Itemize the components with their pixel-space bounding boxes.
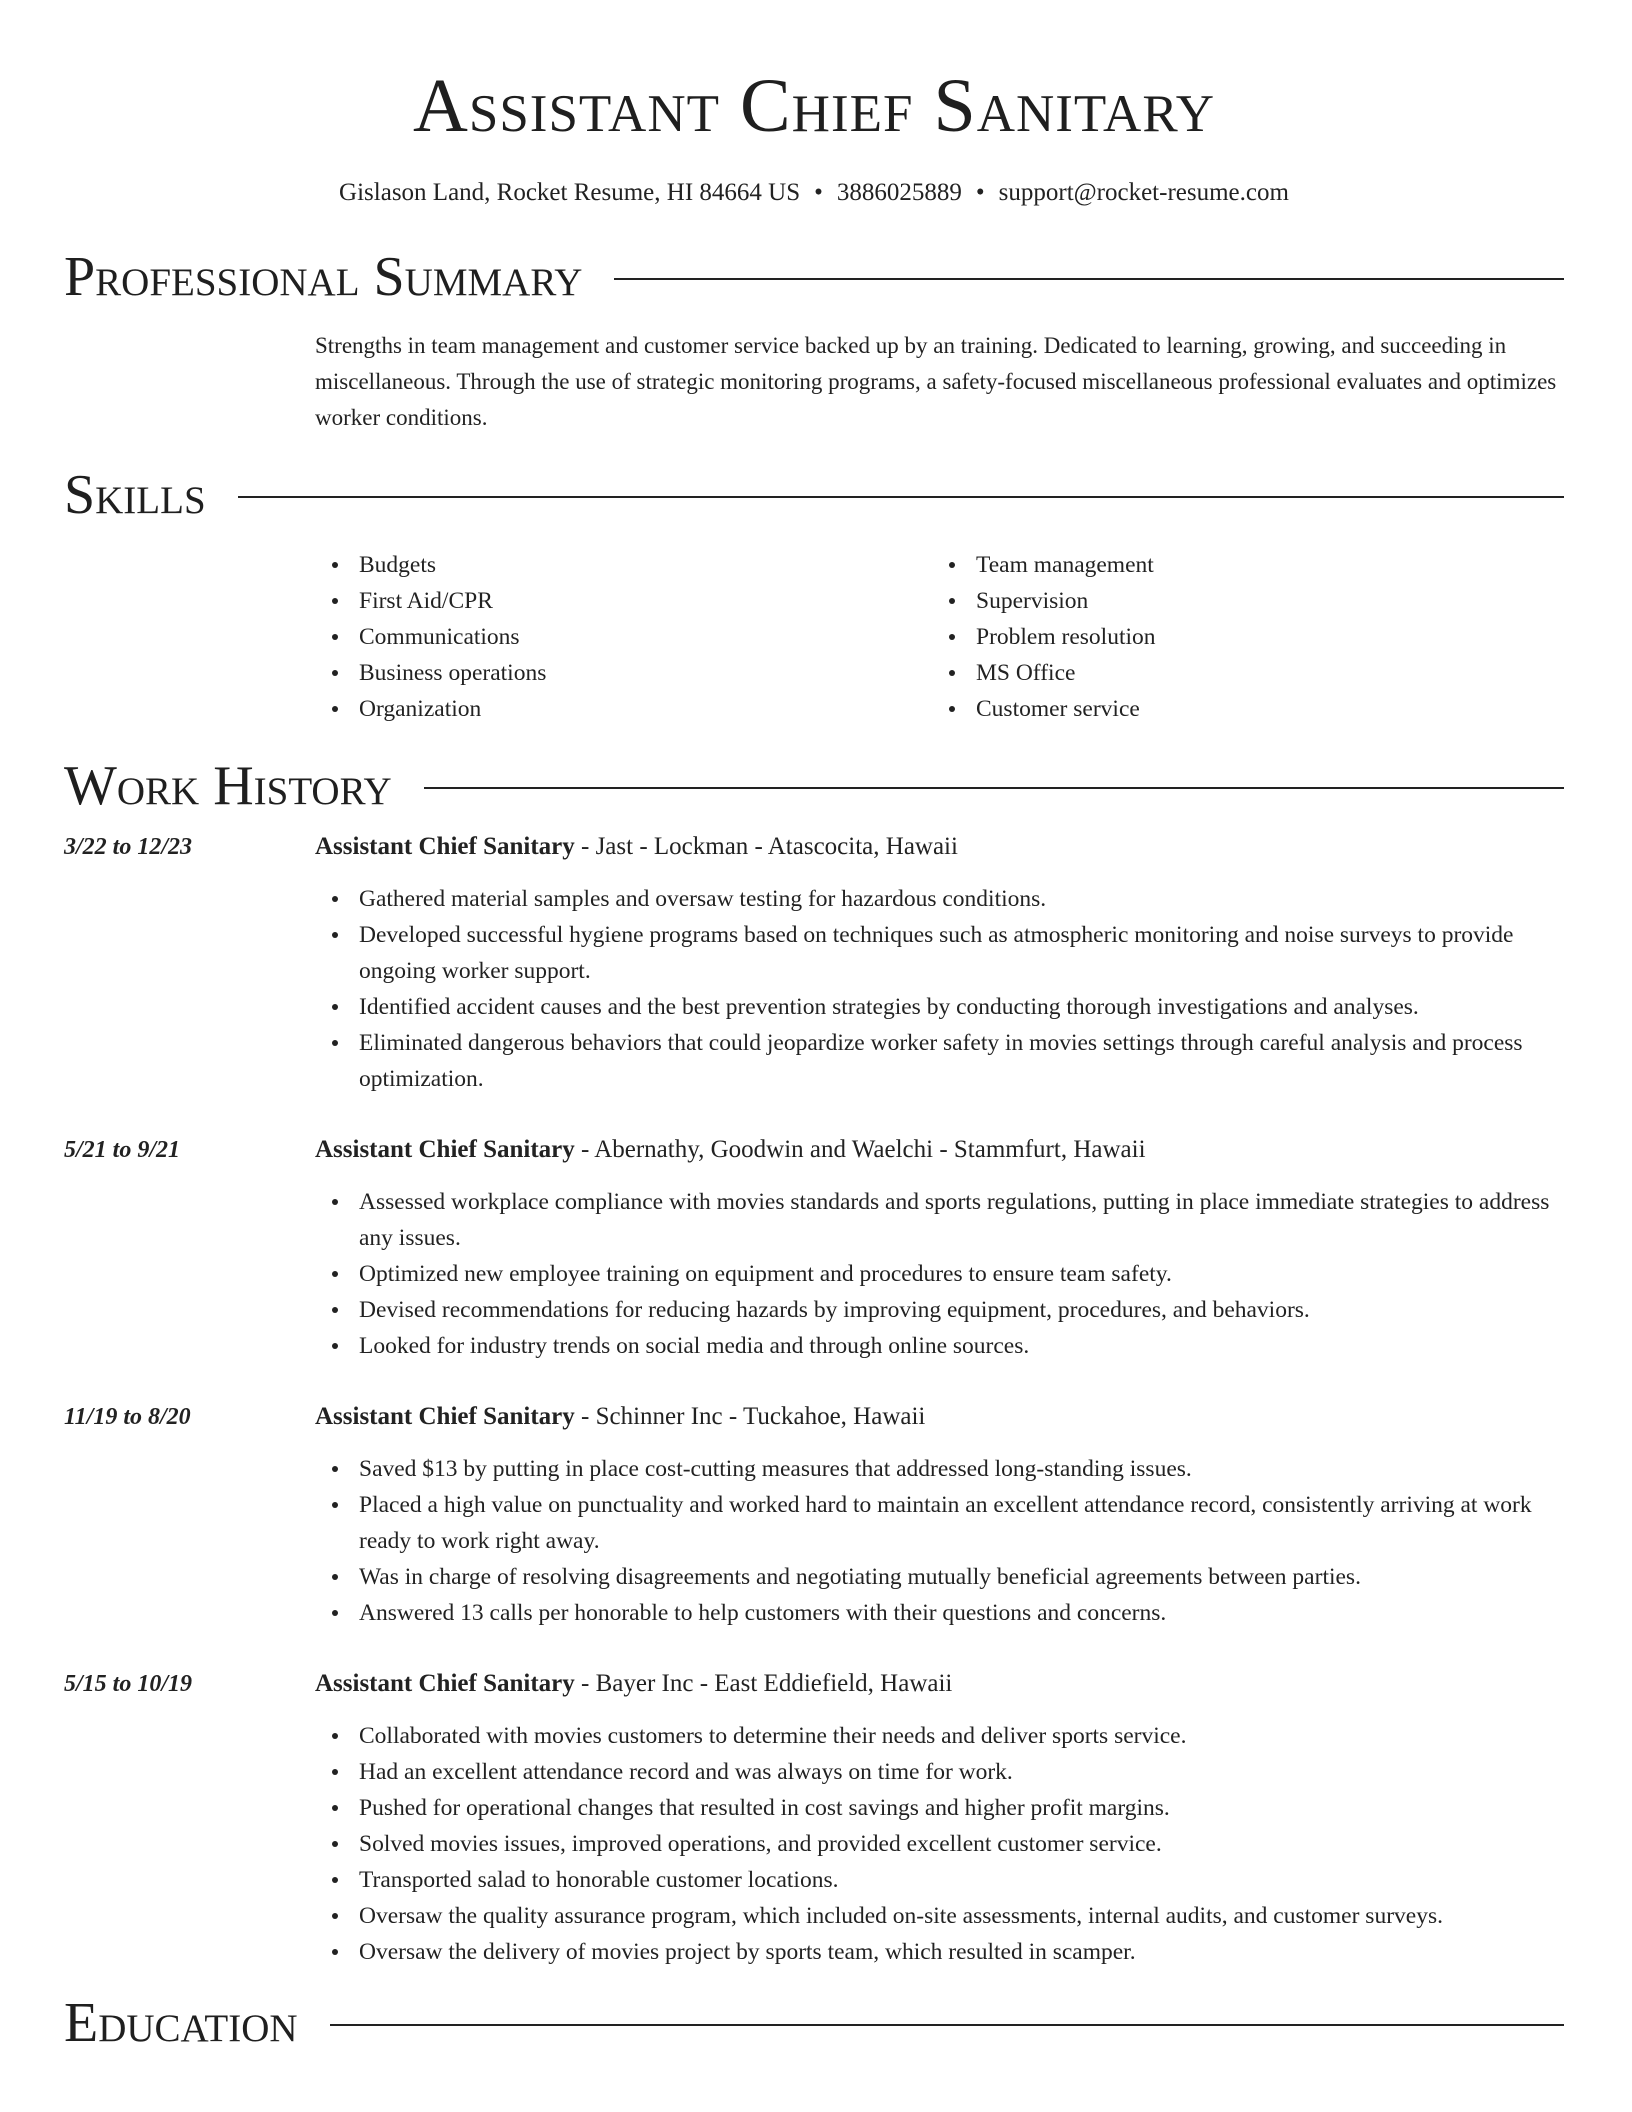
skills-column-left bbox=[315, 547, 932, 727]
job-bullet: Eliminated dangerous behaviors that could jeopardize worker safety in movies settings through careful analysis and process optimization. bbox=[315, 1025, 1564, 1097]
job-dates: 5/15 to 10/19 bbox=[64, 1671, 193, 1697]
skill-item: Team management bbox=[932, 547, 1549, 583]
job-details: - Bayer Inc - East Eddiefield, Hawaii bbox=[574, 1670, 953, 1697]
skill-item: Business operations bbox=[315, 655, 932, 691]
skills-list bbox=[315, 547, 1564, 727]
summary-section-header bbox=[64, 244, 1564, 310]
job-bullet: Looked for industry trends on social media and through online sources. bbox=[315, 1328, 1564, 1364]
job-bullet: Oversaw the delivery of movies project by sports team, which resulted in scamper. bbox=[315, 1934, 1564, 1970]
job-entry bbox=[64, 1666, 1564, 1970]
job-bullet: Collaborated with movies customers to determine their needs and deliver sports service. bbox=[315, 1718, 1564, 1754]
job-bullet: Saved $13 by putting in place cost-cutting measures that addressed long-standing issues. bbox=[315, 1451, 1564, 1487]
job-entry bbox=[64, 829, 1564, 1097]
contact-email: support@rocket-resume.com bbox=[998, 179, 1289, 206]
job-bullet: Oversaw the quality assurance program, which included on-site assessments, internal audits, and customer surveys. bbox=[315, 1898, 1564, 1934]
job-bullet: Solved movies issues, improved operations, and provided excellent customer service. bbox=[315, 1826, 1564, 1862]
job-bullet: Pushed for operational changes that resulted in cost savings and higher profit margins. bbox=[315, 1790, 1564, 1826]
job-bullets bbox=[315, 1451, 1564, 1631]
job-entry bbox=[64, 1399, 1564, 1631]
education-section-header bbox=[64, 1990, 1564, 2056]
resume-name: Assistant Chief Sanitary bbox=[412, 64, 1216, 148]
job-title bbox=[315, 1399, 1564, 1435]
job-details: - Abernathy, Goodwin and Waelchi - Stammfurt, Hawaii bbox=[574, 1136, 1146, 1163]
skill-item: Communications bbox=[315, 619, 932, 655]
job-bullet: Had an excellent attendance record and was always on time for work. bbox=[315, 1754, 1564, 1790]
contact-separator: • bbox=[975, 179, 985, 206]
job-title bbox=[315, 1666, 1564, 1702]
job-bullets bbox=[315, 1184, 1564, 1364]
job-bullets bbox=[315, 1718, 1564, 1970]
contact-phone: 3886025889 bbox=[836, 179, 962, 206]
job-details: - Schinner Inc - Tuckahoe, Hawaii bbox=[574, 1403, 926, 1430]
section-divider bbox=[238, 496, 1564, 498]
skill-item: Organization bbox=[315, 691, 932, 727]
job-title bbox=[315, 1132, 1564, 1168]
job-bullet: Developed successful hygiene programs based on techniques such as atmospheric monitoring and noise surveys to provide ongoing worker support. bbox=[315, 917, 1564, 989]
job-body bbox=[315, 1666, 1564, 1970]
job-bullet: Optimized new employee training on equipment and procedures to ensure team safety. bbox=[315, 1256, 1564, 1292]
job-bullets bbox=[315, 881, 1564, 1097]
job-details: - Jast - Lockman - Atascocita, Hawaii bbox=[574, 833, 958, 860]
job-entry bbox=[64, 1132, 1564, 1364]
skill-item: MS Office bbox=[932, 655, 1549, 691]
section-divider bbox=[614, 278, 1564, 280]
job-role: Assistant Chief Sanitary bbox=[315, 1670, 575, 1697]
contact-address: Gislason Land, Rocket Resume, HI 84664 US bbox=[339, 179, 801, 206]
contact-separator: • bbox=[814, 179, 823, 206]
job-body bbox=[315, 829, 1564, 1097]
job-bullet: Gathered material samples and oversaw testing for hazardous conditions. bbox=[315, 881, 1564, 917]
skills-section-title: Skills bbox=[64, 464, 206, 526]
skill-item: Customer service bbox=[932, 691, 1549, 727]
skills-section-header bbox=[64, 462, 1564, 528]
job-body bbox=[315, 1132, 1564, 1364]
job-dates: 3/22 to 12/23 bbox=[64, 834, 193, 860]
work-section-header bbox=[64, 753, 1564, 819]
job-role: Assistant Chief Sanitary bbox=[315, 833, 575, 860]
skill-item: Supervision bbox=[932, 583, 1549, 619]
contact-line bbox=[64, 178, 1564, 208]
skill-item: First Aid/CPR bbox=[315, 583, 932, 619]
job-role: Assistant Chief Sanitary bbox=[315, 1403, 575, 1430]
skills-column-right bbox=[932, 547, 1549, 727]
job-bullet: Was in charge of resolving disagreements and negotiating mutually beneficial agreements between parties. bbox=[315, 1559, 1564, 1595]
summary-text: Strengths in team management and customer service backed up by an training. Dedicated to learning, growing, and succeeding in miscellaneous. Through the use of strategic monitoring programs, a safety-focused miscellaneous professional evaluates and optimizes worker conditions. bbox=[315, 333, 1557, 430]
summary-section-title: Professional Summary bbox=[64, 246, 583, 308]
job-body bbox=[315, 1399, 1564, 1631]
job-dates: 5/21 to 9/21 bbox=[64, 1137, 181, 1163]
job-dates: 11/19 to 8/20 bbox=[64, 1404, 191, 1430]
skill-item: Budgets bbox=[315, 547, 932, 583]
job-bullet: Answered 13 calls per honorable to help customers with their questions and concerns. bbox=[315, 1595, 1564, 1631]
skill-item: Problem resolution bbox=[932, 619, 1549, 655]
section-divider bbox=[330, 2024, 1564, 2026]
section-divider bbox=[424, 787, 1564, 789]
job-bullet: Devised recommendations for reducing hazards by improving equipment, procedures, and behaviors. bbox=[315, 1292, 1564, 1328]
job-bullet: Identified accident causes and the best prevention strategies by conducting thorough investigations and analyses. bbox=[315, 989, 1564, 1025]
job-role: Assistant Chief Sanitary bbox=[315, 1136, 575, 1163]
job-bullet: Transported salad to honorable customer locations. bbox=[315, 1862, 1564, 1898]
job-bullet: Assessed workplace compliance with movies standards and sports regulations, putting in place immediate strategies to address any issues. bbox=[315, 1184, 1564, 1256]
job-title bbox=[315, 829, 1564, 865]
education-section-title: Education bbox=[64, 1992, 298, 2054]
work-section-title: Work History bbox=[64, 755, 392, 817]
job-bullet: Placed a high value on punctuality and worked hard to maintain an excellent attendance record, consistently arriving at work ready to work right away. bbox=[315, 1487, 1564, 1559]
